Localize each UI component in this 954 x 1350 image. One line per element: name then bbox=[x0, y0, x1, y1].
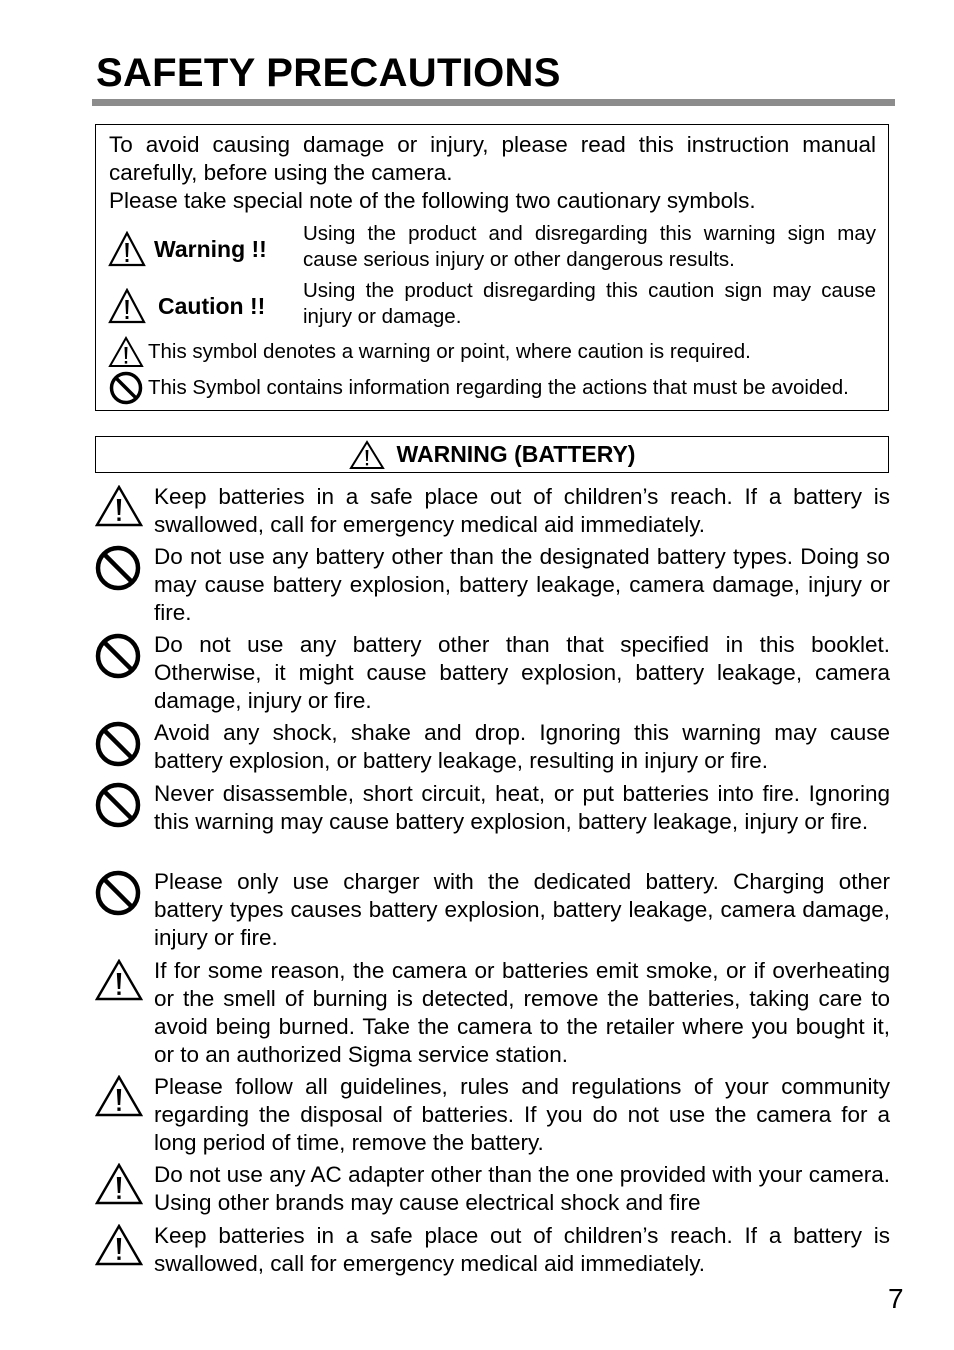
warning-triangle-icon bbox=[108, 231, 146, 267]
warning-triangle-icon bbox=[349, 440, 385, 470]
list-item-text: Do not use any battery other than that specified in this booklet. Otherwise, it might cause battery explosion, battery leakage, camera damage, injury or fire. bbox=[154, 632, 890, 713]
intro-paragraph-2: Please take special note of the following two cautionary symbols. bbox=[109, 188, 756, 213]
intro-paragraph-1: To avoid causing damage or injury, please read this instruction manual carefully, before using the camera. bbox=[109, 132, 876, 185]
prohibition-icon bbox=[95, 870, 143, 916]
symbol-warning-row bbox=[108, 335, 751, 369]
symbol-prohibit-text: This Symbol contains information regarding the actions that must be avoided. bbox=[148, 376, 849, 399]
list-item-text: Do not use any battery other than the designated battery types. Doing so may cause battery explosion, battery leakage, camera damage, injury or fire. bbox=[154, 544, 890, 625]
prohibition-icon bbox=[95, 633, 143, 679]
caution-legend-row bbox=[108, 278, 878, 334]
symbol-warning-text: This symbol denotes a warning or point, where caution is required. bbox=[148, 340, 751, 363]
page-number: 7 bbox=[888, 1283, 904, 1314]
list-item-text: Never disassemble, short circuit, heat, or put batteries into fire. Ignoring this warning may cause battery explosion, battery leakage, injury or fire. bbox=[154, 781, 890, 834]
caution-description: Using the product disregarding this caution sign may cause injury or damage. bbox=[303, 279, 876, 328]
caution-label: Caution !! bbox=[158, 292, 266, 319]
intro-text bbox=[109, 131, 876, 215]
section-header bbox=[95, 436, 889, 473]
symbol-prohibit-row bbox=[108, 371, 849, 405]
list-item-text: Keep batteries in a safe place out of children’s reach. If a battery is swallowed, call for emergency medical aid immediately. bbox=[154, 1223, 890, 1276]
warning-triangle-icon bbox=[95, 1075, 143, 1117]
prohibition-icon bbox=[95, 545, 143, 591]
warning-label: Warning !! bbox=[154, 235, 267, 262]
warning-triangle-icon bbox=[95, 959, 143, 1001]
warning-triangle-icon bbox=[108, 288, 146, 324]
warning-legend-row bbox=[108, 221, 878, 277]
warning-description: Using the product and disregarding this warning sign may cause serious injury or other dangerous results. bbox=[303, 222, 876, 271]
prohibition-icon bbox=[95, 782, 143, 828]
warning-triangle-icon bbox=[108, 336, 144, 368]
prohibition-icon bbox=[108, 371, 144, 405]
warning-triangle-icon bbox=[95, 1163, 143, 1205]
title-underline bbox=[92, 99, 895, 106]
list-item-text: Do not use any AC adapter other than the one provided with your camera. Using other brands may cause electrical shock and fire bbox=[154, 1162, 890, 1215]
list-item-text: If for some reason, the camera or batteries emit smoke, or if overheating or the smell of burning is detected, remove the batteries, taking care to avoid being burned. Take the camera to the retailer where you bought it, or to an authorized Sigma service station. bbox=[154, 958, 890, 1067]
intro-box bbox=[95, 124, 889, 411]
list-item-text: Avoid any shock, shake and drop. Ignoring this warning may cause battery explosion, or battery leakage, resulting in injury or fire. bbox=[154, 720, 890, 773]
section-header-text: WARNING (BATTERY) bbox=[396, 441, 636, 467]
list-item-text: Keep batteries in a safe place out of children’s reach. If a battery is swallowed, call for emergency medical aid immediately. bbox=[154, 484, 890, 537]
list-item-text: Please follow all guidelines, rules and regulations of your community regarding the disposal of batteries. If you do not use the camera for a long period of time, remove the battery. bbox=[154, 1074, 890, 1155]
caution-legend-label bbox=[108, 278, 298, 334]
list-item-text: Please only use charger with the dedicated battery. Charging other battery types causes battery explosion, battery leakage, camera damage, injury or fire. bbox=[154, 869, 890, 950]
warning-triangle-icon bbox=[95, 1224, 143, 1266]
warning-triangle-icon bbox=[95, 485, 143, 527]
prohibition-icon bbox=[95, 721, 143, 767]
page-title: SAFETY PRECAUTIONS bbox=[96, 51, 561, 95]
warning-legend-label bbox=[108, 221, 298, 277]
